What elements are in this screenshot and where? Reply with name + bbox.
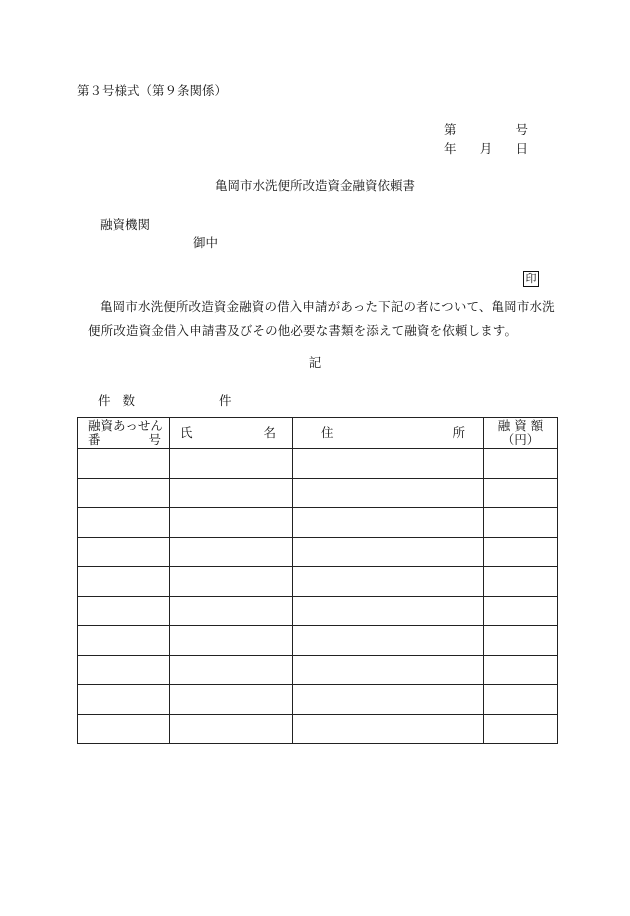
cell-amount[interactable]	[484, 449, 558, 479]
count-line	[98, 395, 232, 408]
column-header-number	[78, 418, 170, 449]
cell-number[interactable]	[78, 567, 170, 597]
column-header-number-line1: 融資あっせん	[88, 418, 163, 433]
cell-address[interactable]	[293, 508, 484, 538]
date-day: 日	[515, 141, 528, 156]
table-row	[78, 626, 558, 656]
cell-name[interactable]	[170, 508, 293, 538]
cell-amount[interactable]	[484, 596, 558, 626]
cell-name[interactable]	[170, 596, 293, 626]
cell-number[interactable]	[78, 714, 170, 744]
date-year: 年	[444, 141, 457, 156]
cell-address[interactable]	[293, 626, 484, 656]
column-header-address-a: 住	[321, 425, 334, 440]
table-body	[78, 449, 558, 744]
cell-name[interactable]	[170, 685, 293, 715]
cell-address[interactable]	[293, 596, 484, 626]
cell-address[interactable]	[293, 655, 484, 685]
cell-amount[interactable]	[484, 626, 558, 656]
cell-address[interactable]	[293, 478, 484, 508]
cell-number[interactable]	[78, 449, 170, 479]
document-number-line	[444, 124, 528, 137]
date-line	[444, 143, 528, 156]
cell-amount[interactable]	[484, 685, 558, 715]
loan-table	[77, 417, 558, 744]
column-header-address-b: 所	[452, 425, 465, 440]
table-row	[78, 685, 558, 715]
honorific: 御中	[193, 235, 219, 250]
column-header-number-b: 号	[148, 432, 161, 447]
cell-number[interactable]	[78, 626, 170, 656]
cell-address[interactable]	[293, 685, 484, 715]
column-header-name	[170, 418, 293, 449]
cell-amount[interactable]	[484, 714, 558, 744]
column-header-amount	[484, 418, 558, 449]
count-label: 件数	[98, 393, 148, 408]
date-month: 月	[479, 141, 493, 156]
table-row	[78, 508, 558, 538]
cell-number[interactable]	[78, 508, 170, 538]
column-header-name-a: 氏	[180, 425, 193, 440]
table-row	[78, 596, 558, 626]
cell-number[interactable]	[78, 655, 170, 685]
cell-amount[interactable]	[484, 537, 558, 567]
column-header-name-b: 名	[263, 425, 276, 440]
cell-amount[interactable]	[484, 567, 558, 597]
cell-amount[interactable]	[484, 478, 558, 508]
number-prefix: 第	[444, 122, 457, 137]
cell-amount[interactable]	[484, 508, 558, 538]
form-number-label: 第３号様式（第９条関係）	[77, 83, 228, 98]
cell-address[interactable]	[293, 449, 484, 479]
cell-name[interactable]	[170, 567, 293, 597]
table-row	[78, 567, 558, 597]
table-row	[78, 655, 558, 685]
cell-name[interactable]	[170, 449, 293, 479]
column-header-amount-line1: 融 資 額	[497, 418, 544, 433]
cell-number[interactable]	[78, 596, 170, 626]
cell-number[interactable]	[78, 478, 170, 508]
table-row	[78, 537, 558, 567]
ki-heading: 記	[308, 355, 322, 370]
cell-name[interactable]	[170, 478, 293, 508]
column-header-number-a: 番	[88, 432, 101, 447]
document-title: 亀岡市水洗便所改造資金融資依頼書	[214, 178, 415, 193]
seal-mark: 印	[523, 271, 539, 287]
table-row	[78, 449, 558, 479]
cell-name[interactable]	[170, 626, 293, 656]
count-unit: 件	[219, 393, 232, 408]
cell-address[interactable]	[293, 567, 484, 597]
cell-address[interactable]	[293, 714, 484, 744]
number-suffix: 号	[515, 122, 528, 137]
cell-amount[interactable]	[484, 655, 558, 685]
column-header-address	[293, 418, 484, 449]
table-row	[78, 478, 558, 508]
cell-name[interactable]	[170, 655, 293, 685]
table-row	[78, 714, 558, 744]
body-paragraph: 亀岡市水洗便所改造資金融資の借入申請があった下記の者について、亀岡市水洗便所改造資金借入申請書及びその他必要な書類を添えて融資を依頼します。	[88, 299, 555, 338]
table-header-row	[78, 418, 558, 449]
cell-name[interactable]	[170, 714, 293, 744]
cell-address[interactable]	[293, 537, 484, 567]
recipient: 融資機関	[100, 217, 151, 232]
cell-number[interactable]	[78, 537, 170, 567]
cell-name[interactable]	[170, 537, 293, 567]
cell-number[interactable]	[78, 685, 170, 715]
column-header-amount-line2: （円）	[501, 432, 540, 447]
